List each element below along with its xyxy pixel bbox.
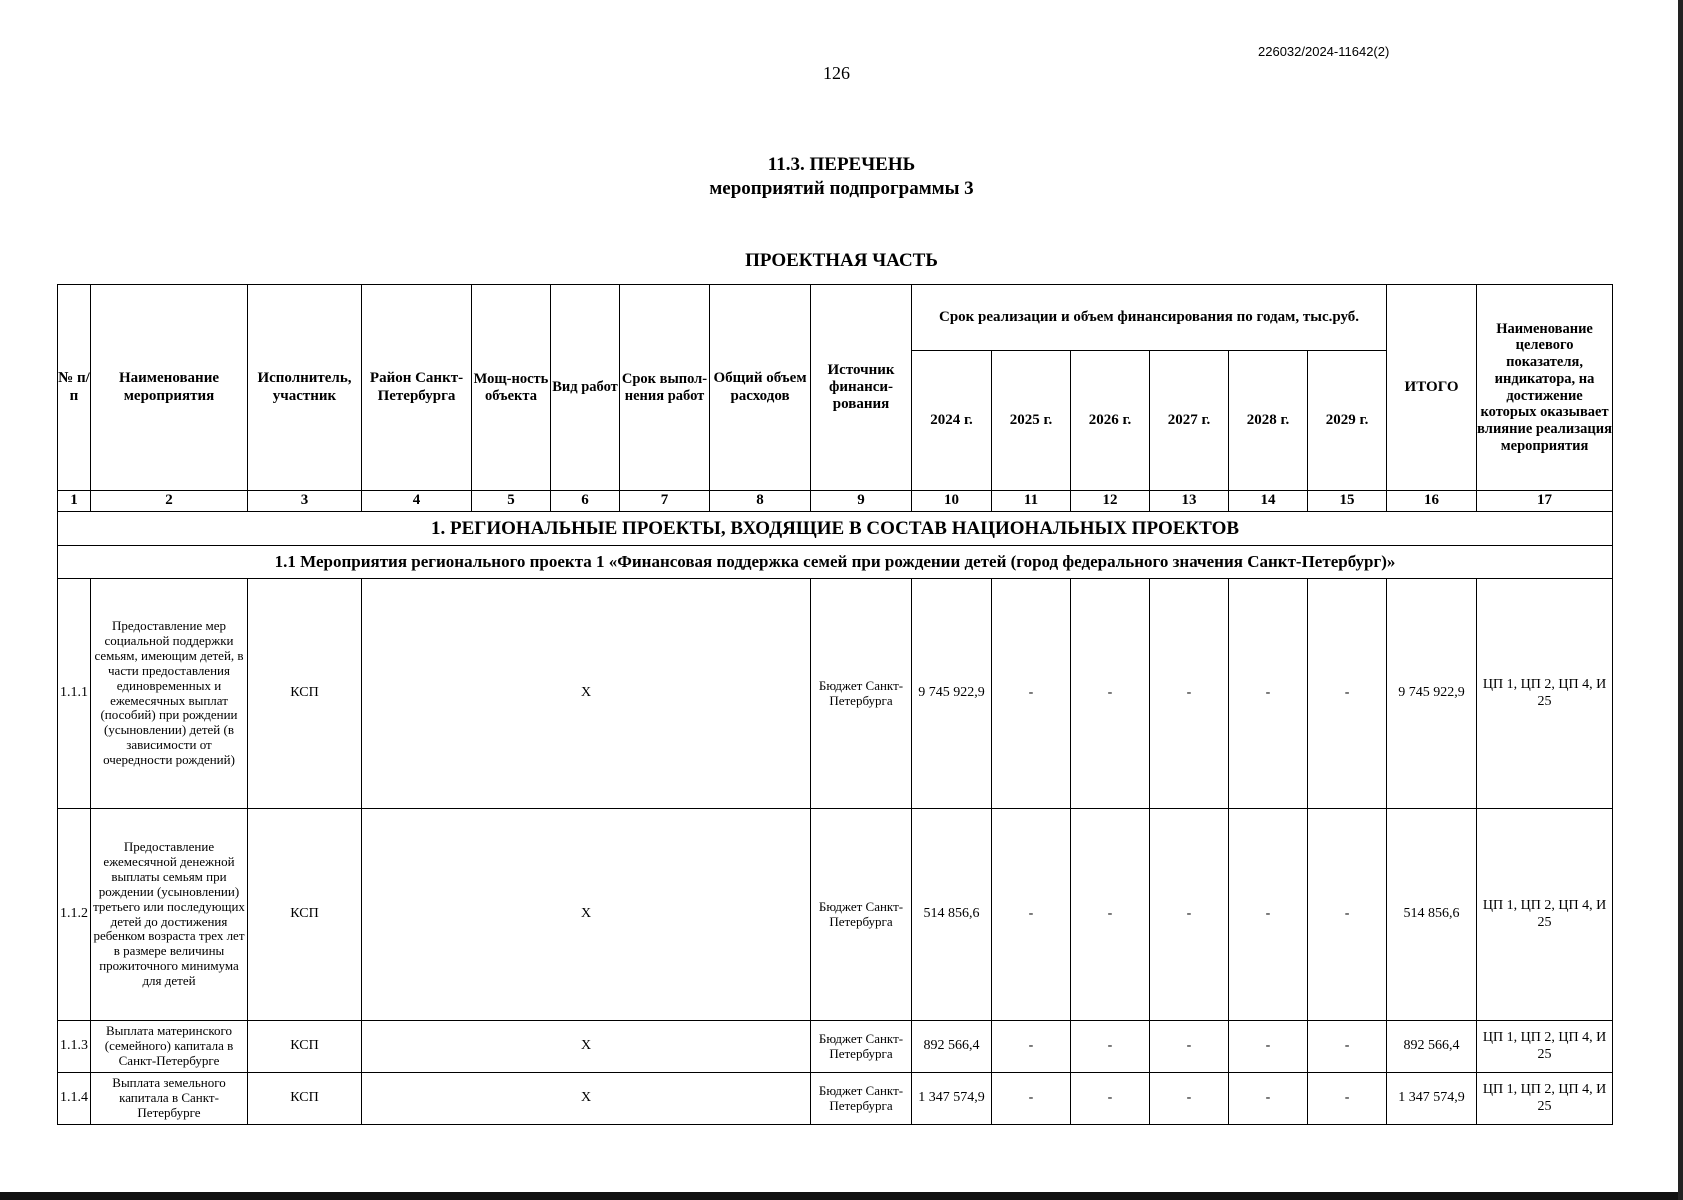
row-number: 1.1.3: [58, 1021, 91, 1073]
funding-source: Бюджет Санкт-Петербурга: [811, 1073, 912, 1125]
header-year-2027: 2027 г.: [1150, 351, 1229, 491]
column-number: 3: [248, 491, 362, 512]
amount-2028: -: [1229, 579, 1308, 809]
amount-2028: -: [1229, 1021, 1308, 1073]
executor: КСП: [248, 1073, 362, 1125]
merged-x-cell: X: [362, 579, 811, 809]
amount-2028: -: [1229, 809, 1308, 1021]
amount-2027: -: [1150, 1021, 1229, 1073]
funding-source: Бюджет Санкт-Петербурга: [811, 1021, 912, 1073]
header-year-2024: 2024 г.: [912, 351, 992, 491]
table-row: [58, 1021, 1613, 1073]
measures-table: [57, 284, 1613, 1125]
column-number: 17: [1477, 491, 1613, 512]
header-district: Район Санкт-Петербурга: [362, 285, 472, 491]
amount-2026: -: [1071, 579, 1150, 809]
amount-total: 892 566,4: [1387, 1021, 1477, 1073]
row-number: 1.1.4: [58, 1073, 91, 1125]
column-number: 12: [1071, 491, 1150, 512]
header-num: № п/п: [58, 285, 91, 491]
table-row: [58, 809, 1613, 1021]
document-id: 226032/2024-11642(2): [1258, 44, 1390, 59]
column-number: 10: [912, 491, 992, 512]
column-number: 11: [992, 491, 1071, 512]
section-heading: ПРОЕКТНАЯ ЧАСТЬ: [745, 250, 938, 271]
merged-x-cell: X: [362, 1073, 811, 1125]
header-work-type: Вид работ: [551, 285, 620, 491]
measure-name: Предоставление мер социальной поддержки семьям, имеющим детей, в части предоставления единовременных и ежемесячных выплат (пособий) при рождении (усыновлении) детей (в зависимости от очередности рождений): [91, 579, 248, 809]
amount-total: 514 856,6: [1387, 809, 1477, 1021]
table-row: [58, 579, 1613, 809]
column-number: 16: [1387, 491, 1477, 512]
header-period-group: Срок реализации и объем финансирования по годам, тыс.руб.: [912, 285, 1387, 351]
amount-2027: -: [1150, 1073, 1229, 1125]
amount-2029: -: [1308, 1073, 1387, 1125]
amount-2025: -: [992, 1021, 1071, 1073]
header-name: Наименование мероприятия: [91, 285, 248, 491]
header-total-cost: Общий объем расходов: [710, 285, 811, 491]
amount-2028: -: [1229, 1073, 1308, 1125]
header-funding-source: Источник финанси-рования: [811, 285, 912, 491]
amount-2025: -: [992, 579, 1071, 809]
amount-2026: -: [1071, 1021, 1150, 1073]
amount-2029: -: [1308, 579, 1387, 809]
column-number: 15: [1308, 491, 1387, 512]
amount-2024: 1 347 574,9: [912, 1073, 992, 1125]
column-number: 2: [91, 491, 248, 512]
amount-2027: -: [1150, 809, 1229, 1021]
header-year-2025: 2025 г.: [992, 351, 1071, 491]
amount-2026: -: [1071, 809, 1150, 1021]
amount-total: 9 745 922,9: [1387, 579, 1477, 809]
executor: КСП: [248, 1021, 362, 1073]
header-year-2028: 2028 г.: [1229, 351, 1308, 491]
measure-name: Выплата земельного капитала в Санкт-Петербурге: [91, 1073, 248, 1125]
column-number: 14: [1229, 491, 1308, 512]
column-number: 9: [811, 491, 912, 512]
executor: КСП: [248, 809, 362, 1021]
row-number: 1.1.2: [58, 809, 91, 1021]
page-number: 126: [823, 63, 850, 83]
table-row: [58, 1073, 1613, 1125]
document-title: 11.3. ПЕРЕЧЕНЬ: [767, 154, 916, 175]
amount-2029: -: [1308, 1021, 1387, 1073]
header-capacity: Мощ-ность объекта: [472, 285, 551, 491]
amount-2027: -: [1150, 579, 1229, 809]
column-number: 6: [551, 491, 620, 512]
row-number: 1.1.1: [58, 579, 91, 809]
column-numbers-row: [58, 491, 1613, 512]
target-indicator: ЦП 1, ЦП 2, ЦП 4, И 25: [1477, 579, 1613, 809]
amount-2029: -: [1308, 809, 1387, 1021]
measure-name: Предоставление ежемесячной денежной выплаты семьям при рождении (усыновлении) третьего или последующих детей до достижения ребенком возраста трех лет в размере величины прожиточного минимума для детей: [91, 809, 248, 1021]
target-indicator: ЦП 1, ЦП 2, ЦП 4, И 25: [1477, 1073, 1613, 1125]
subsection-title: 1.1 Мероприятия регионального проекта 1 «Финансовая поддержка семей при рождении детей (город федерального значения Санкт-Петербург)»: [58, 546, 1613, 579]
merged-x-cell: X: [362, 809, 811, 1021]
amount-2024: 514 856,6: [912, 809, 992, 1021]
merged-x-cell: X: [362, 1021, 811, 1073]
amount-2025: -: [992, 1073, 1071, 1125]
amount-2024: 892 566,4: [912, 1021, 992, 1073]
header-executor: Исполнитель, участник: [248, 285, 362, 491]
amount-total: 1 347 574,9: [1387, 1073, 1477, 1125]
target-indicator: ЦП 1, ЦП 2, ЦП 4, И 25: [1477, 1021, 1613, 1073]
document-subtitle: мероприятий подпрограммы 3: [709, 178, 974, 199]
scan-border-bottom: [0, 1192, 1683, 1200]
target-indicator: ЦП 1, ЦП 2, ЦП 4, И 25: [1477, 809, 1613, 1021]
amount-2024: 9 745 922,9: [912, 579, 992, 809]
funding-source: Бюджет Санкт-Петербурга: [811, 809, 912, 1021]
funding-source: Бюджет Санкт-Петербурга: [811, 579, 912, 809]
column-number: 4: [362, 491, 472, 512]
column-number: 7: [620, 491, 710, 512]
measure-name: Выплата материнского (семейного) капитала в Санкт-Петербурге: [91, 1021, 248, 1073]
header-year-2026: 2026 г.: [1071, 351, 1150, 491]
header-deadline: Срок выпол-нения работ: [620, 285, 710, 491]
amount-2025: -: [992, 809, 1071, 1021]
column-number: 5: [472, 491, 551, 512]
column-number: 8: [710, 491, 811, 512]
column-number: 1: [58, 491, 91, 512]
header-indicator: Наименование целевого показателя, индикатора, на достижение которых оказывает влияние реализация мероприятия: [1477, 285, 1613, 491]
section-title: 1. РЕГИОНАЛЬНЫЕ ПРОЕКТЫ, ВХОДЯЩИЕ В СОСТАВ НАЦИОНАЛЬНЫХ ПРОЕКТОВ: [58, 512, 1613, 546]
header-year-2029: 2029 г.: [1308, 351, 1387, 491]
header-total: ИТОГО: [1387, 285, 1477, 491]
amount-2026: -: [1071, 1073, 1150, 1125]
column-number: 13: [1150, 491, 1229, 512]
executor: КСП: [248, 579, 362, 809]
